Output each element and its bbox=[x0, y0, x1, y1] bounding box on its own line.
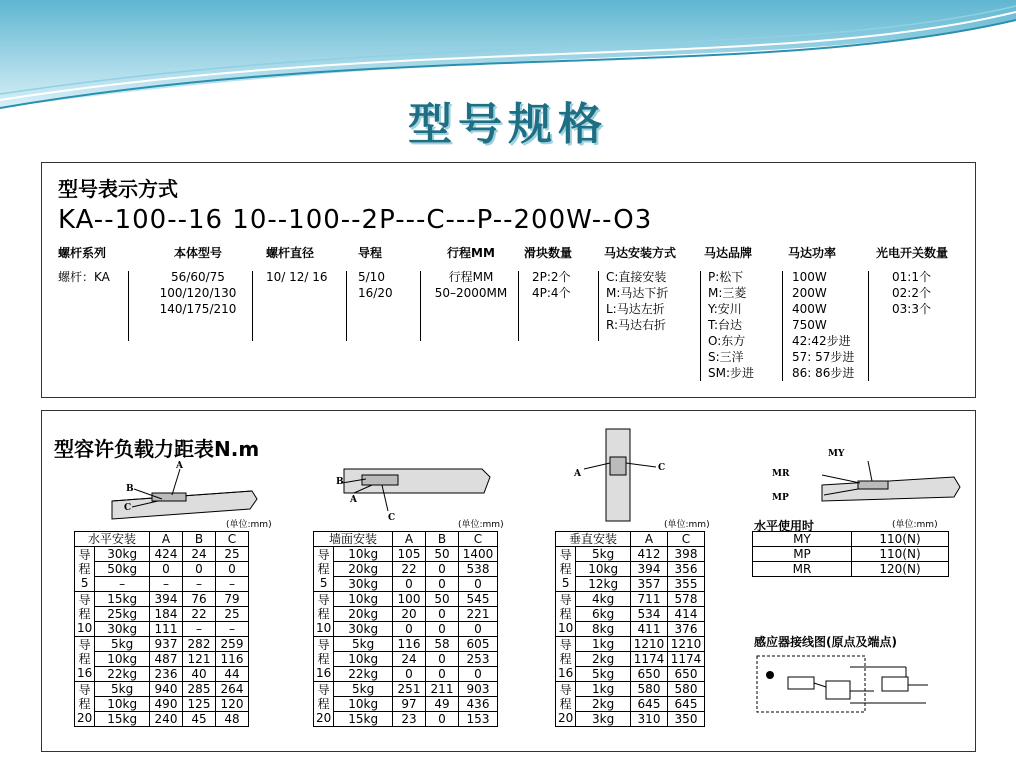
sensor-title: 感应器接线图(原点及端点) bbox=[754, 635, 897, 649]
spec-col-values: 螺杆：KA bbox=[58, 270, 110, 284]
table-row: – – – – bbox=[75, 577, 249, 592]
table-row: 22kg 0 0 0 bbox=[314, 667, 498, 682]
table-row: 导 程 20 5kg 940 285 264 bbox=[75, 682, 249, 697]
level-mount-diagram bbox=[782, 455, 972, 515]
level-title: 水平使用时 bbox=[754, 519, 815, 533]
table-row: 导 程 16 5kg 116 58 605 bbox=[314, 637, 498, 652]
spec-col-stroke: 行程MM 行程MM 50–2000MM bbox=[434, 246, 508, 300]
diagram-label-b: B bbox=[126, 484, 134, 494]
table-row: 20kg 20 0 221 bbox=[314, 607, 498, 622]
table-row: MP 110(N) bbox=[753, 547, 949, 562]
diagram-label-a: A bbox=[176, 461, 183, 471]
diagram-label-mp: MP bbox=[772, 493, 789, 503]
divider bbox=[346, 271, 347, 341]
table-row: MY 110(N) bbox=[753, 532, 949, 547]
spec-col-body: 本体型号 56/60/75 100/120/130 140/175/210 bbox=[159, 246, 237, 316]
divider bbox=[420, 271, 421, 341]
divider bbox=[128, 271, 129, 341]
table-header-row: 墙面安装 A B C bbox=[314, 532, 498, 547]
table-row: 6kg 534 414 bbox=[556, 607, 705, 622]
spec-heading: 型号表示方式 bbox=[58, 177, 178, 201]
table-row: 导 程 10 10kg 100 50 545 bbox=[314, 592, 498, 607]
spec-col-motor-mount: 马达安装方式 C:直接安装 M:马达下折 L:马达左折 R:马达右折 bbox=[604, 246, 677, 332]
unit-label: (单位:mm) bbox=[226, 520, 272, 530]
wall-load-table bbox=[313, 531, 498, 727]
table-row: 导 程 20 5kg 251 211 903 bbox=[314, 682, 498, 697]
diagram-label-a: A bbox=[574, 469, 581, 479]
load-heading: 型容许负载力距表N.m bbox=[54, 437, 260, 461]
table-row: 22kg 236 40 44 bbox=[75, 667, 249, 682]
table-row: 10kg 24 0 253 bbox=[314, 652, 498, 667]
table-row: 30kg 111 – – bbox=[75, 622, 249, 637]
table-header-row: 垂直安装 A C bbox=[556, 532, 705, 547]
page-title: 型号规格 bbox=[408, 99, 608, 150]
divider bbox=[598, 271, 599, 341]
spec-col-slider: 滑块数量 2P:2个 4P:4个 bbox=[524, 246, 573, 300]
horizontal-load-table bbox=[74, 531, 249, 727]
model-code: KA--100--16 10--100--2P---C---P--200W--O3 bbox=[58, 205, 653, 235]
model-spec-panel bbox=[41, 162, 976, 398]
diagram-label-c: C bbox=[124, 503, 132, 513]
table-row: 30kg 0 0 0 bbox=[314, 577, 498, 592]
divider bbox=[700, 271, 701, 381]
table-row: 12kg 357 355 bbox=[556, 577, 705, 592]
table-row: MR 120(N) bbox=[753, 562, 949, 577]
table-row: 10kg 394 356 bbox=[556, 562, 705, 577]
table-row: 50kg 0 0 0 bbox=[75, 562, 249, 577]
diagram-label-my: MY bbox=[828, 449, 845, 459]
table-row: 25kg 184 22 25 bbox=[75, 607, 249, 622]
table-row: 5kg 650 650 bbox=[556, 667, 705, 682]
spec-col-motor-power: 马达功率 100W 200W 400W 750W 42:42步进 57: 57步进 86: 86步进 bbox=[788, 246, 855, 380]
table-row: 导 程 5 10kg 105 50 1400 bbox=[314, 547, 498, 562]
table-row: 2kg 645 645 bbox=[556, 697, 705, 712]
table-row: 导 程 5 5kg 412 398 bbox=[556, 547, 705, 562]
spec-col-lead: 导程 5/10 16/20 bbox=[358, 246, 393, 300]
table-header-row: 水平安装 A B C bbox=[75, 532, 249, 547]
table-row: 10kg 97 49 436 bbox=[314, 697, 498, 712]
table-row: 20kg 22 0 538 bbox=[314, 562, 498, 577]
table-row: 15kg 23 0 153 bbox=[314, 712, 498, 727]
spec-col-screw: 螺杆直径 10/ 12/ 16 bbox=[266, 246, 328, 284]
table-row: 10kg 487 121 116 bbox=[75, 652, 249, 667]
spec-col-series: 螺杆系列 螺杆：KA bbox=[58, 246, 110, 284]
table-row: 3kg 310 350 bbox=[556, 712, 705, 727]
load-table-panel bbox=[41, 410, 976, 752]
table-row: 8kg 411 376 bbox=[556, 622, 705, 637]
diagram-label-c: C bbox=[658, 463, 666, 473]
unit-label: (单位:mm) bbox=[458, 520, 504, 530]
table-row: 导 程 5 30kg 424 24 25 bbox=[75, 547, 249, 562]
vertical-mount-diagram bbox=[572, 425, 682, 525]
diagram-label-b: B bbox=[336, 477, 344, 487]
table-row: 2kg 1174 1174 bbox=[556, 652, 705, 667]
spec-col-motor-brand: 马达品牌 P:松下 M:三菱 Y:安川 T:台达 O:东方 S:三洋 SM:步进 bbox=[704, 246, 755, 380]
diagram-label-a: A bbox=[350, 495, 357, 505]
table-row: 导 程 20 1kg 580 580 bbox=[556, 682, 705, 697]
divider bbox=[782, 271, 783, 381]
horizontal-mount-diagram bbox=[82, 461, 262, 523]
sensor-wiring-diagram bbox=[756, 655, 956, 715]
table-row: 15kg 240 45 48 bbox=[75, 712, 249, 727]
vertical-load-table bbox=[555, 531, 705, 727]
divider bbox=[518, 271, 519, 341]
table-row: 导 程 10 15kg 394 76 79 bbox=[75, 592, 249, 607]
unit-label: (单位:mm) bbox=[664, 520, 710, 530]
table-row: 导 程 16 5kg 937 282 259 bbox=[75, 637, 249, 652]
spec-col-photo-switch: 光电开关数量 01:1个 02:2个 03:3个 bbox=[876, 246, 949, 316]
unit-label: (单位:mm) bbox=[892, 520, 938, 530]
table-row: 导 程 10 4kg 711 578 bbox=[556, 592, 705, 607]
table-row: 导 程 16 1kg 1210 1210 bbox=[556, 637, 705, 652]
wall-mount-diagram bbox=[332, 463, 502, 521]
table-row: 10kg 490 125 120 bbox=[75, 697, 249, 712]
divider bbox=[868, 271, 869, 381]
table-row: 30kg 0 0 0 bbox=[314, 622, 498, 637]
level-load-table bbox=[752, 531, 949, 577]
divider bbox=[252, 271, 253, 341]
diagram-label-mr: MR bbox=[772, 469, 790, 479]
diagram-label-c: C bbox=[388, 513, 396, 523]
